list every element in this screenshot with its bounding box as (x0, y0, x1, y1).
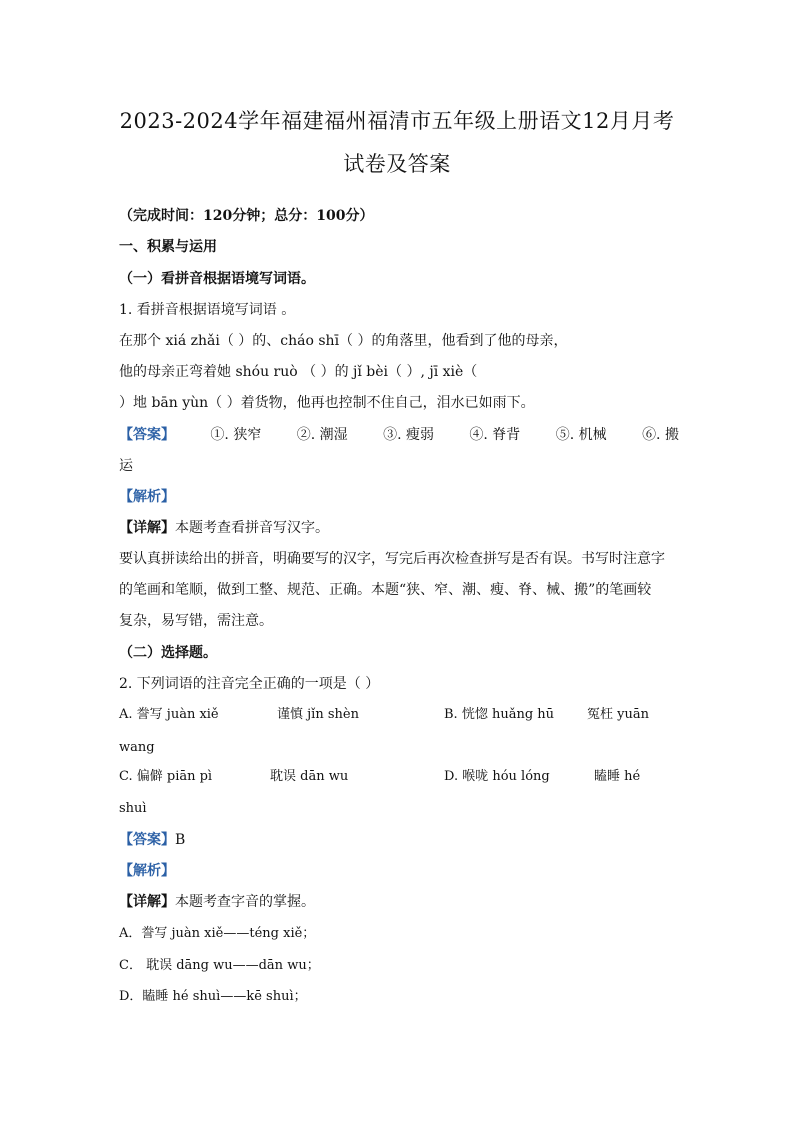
question-2-answer-row (119, 830, 679, 850)
answer-value: B (175, 832, 186, 848)
option-d-part2: 瞌睡 hé (594, 769, 641, 784)
detail-text: 本题考查看拼音写汉字。 (175, 520, 329, 536)
option-b-cont-text: wang (119, 740, 155, 755)
explanation-line: 要认真拼读给出的拼音，明确要写的汉字，写完后再次检查拼写是否有误。书写时注意字 (119, 551, 665, 567)
exam-meta: （完成时间：120分钟；总分：100分） (119, 208, 374, 224)
question-1-text-line: ）地 bān yùn（ ）着货物，他再也控制不住自己，泪水已如雨下。 (119, 395, 535, 411)
question-1-stem: 1. 看拼音根据语境写词语 。 (119, 302, 296, 318)
question-1-text-line: 在那个 xiá zhǎi（ ）的、cháo shī（ ）的角落里，他看到了他的母亲， (119, 333, 568, 349)
question-1-answer-row (119, 425, 679, 445)
option-d-part1: D. 喉咙 hóu lóng (444, 769, 550, 784)
question-2-stem: 2. 下列词语的注音完全正确的一项是（ ） (119, 676, 380, 692)
analysis-tag: 【解析】 (119, 863, 175, 879)
explanation-line: 的笔画和笔顺，做到工整、规范、正确。本题“狭、窄、潮、瘦、脊、械、搬”的笔画较 (119, 582, 652, 598)
option-c-part2: 耽误 dān wu (270, 769, 349, 784)
detail-tag: 【详解】 (119, 894, 175, 910)
section-heading: 一、积累与运用 (119, 239, 217, 255)
explanation-line: 复杂，易写错，需注意。 (119, 613, 273, 629)
detail-line (119, 518, 679, 538)
answer-item: ②. 潮湿 (296, 427, 348, 443)
answer-item: ⑥. 搬 (642, 427, 679, 443)
answer-item: ①. 狭窄 (210, 427, 262, 443)
answer-item: ③. 瘦弱 (383, 427, 434, 443)
answer-item: ④. 脊背 (469, 427, 521, 443)
answer-tag: 【答案】 (119, 832, 175, 848)
option-d-cont-text: shuì (119, 801, 147, 816)
part-heading-1: （一）看拼音根据语境写词语。 (119, 271, 315, 287)
part-heading-2: （二）选择题。 (119, 645, 217, 661)
detail-tag: 【详解】 (119, 520, 175, 536)
answer-tag: 【答案】 (119, 427, 175, 443)
option-c-part1: C. 偏僻 piān pì (119, 769, 213, 784)
document-title-line-2: 试卷及答案 (343, 152, 451, 176)
option-a-part2: 谨慎 jǐn shèn (277, 707, 359, 722)
option-a-part1: A. 誊写 juàn xiě (119, 707, 219, 722)
correction-c: C． 耽误 dāng wu——dān wu； (119, 958, 320, 973)
correction-a: A．誊写 juàn xiě——téng xiě； (119, 926, 316, 941)
detail-text: 本题考查字音的掌握。 (175, 894, 315, 910)
document-title-line-1: 2023-2024学年福建福州福清市五年级上册语文12月月考 (119, 109, 675, 133)
option-b-part2: 冤枉 yuān (587, 707, 649, 722)
detail-line (119, 892, 679, 912)
question-1-text-line: 他的母亲正弯着她 shóu ruò （ ）的 jǐ bèi（ ）, jī xiè（ (119, 364, 478, 380)
answer-continuation: 运 (119, 458, 133, 474)
analysis-tag: 【解析】 (119, 489, 175, 505)
option-b-part1: B. 恍惚 huǎng hū (444, 707, 555, 722)
answer-item: ⑤. 机械 (555, 427, 607, 443)
correction-d: D．瞌睡 hé shuì——kē shuì； (119, 989, 307, 1004)
